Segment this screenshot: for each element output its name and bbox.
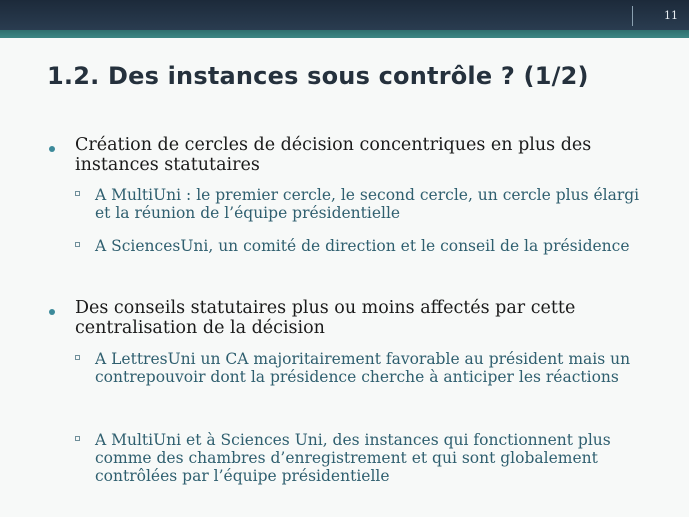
sub-bullet-item: A MultiUni : le premier cercle, le second cercle, un cercle plus élargi et la réunion de l’équipe présidentielle: [95, 186, 640, 222]
bullet-dot-icon: [49, 309, 55, 315]
sub-bullet-square-icon: [75, 355, 80, 360]
sub-bullet-item: A LettresUni un CA majoritairement favorable au président mais un contrepouvoir dont la présidence cherche à anticiper les réactions: [95, 350, 631, 386]
bullet-item: Des conseils statutaires plus ou moins affectés par cette centralisation de la décision: [75, 298, 576, 338]
slide-page-number: 11: [632, 6, 682, 26]
sub-bullet-item: A MultiUni et à Sciences Uni, des instances qui fonctionnent plus comme des chambres d’enregistrement et qui sont globalement contrôlées par l’équipe présidentielle: [95, 431, 611, 485]
sub-bullet-square-icon: [75, 242, 80, 247]
sub-bullet-item: A SciencesUni, un comité de direction et le conseil de la présidence: [95, 237, 630, 255]
sub-bullet-square-icon: [75, 191, 80, 196]
header-accent-bar: [0, 30, 689, 38]
bullet-dot-icon: [49, 146, 55, 152]
sub-bullet-square-icon: [75, 436, 80, 441]
slide-title: 1.2. Des instances sous contrôle ? (1/2): [47, 62, 589, 90]
bullet-item: Création de cercles de décision concentriques en plus des instances statutaires: [75, 135, 592, 175]
top-header-band: [0, 0, 689, 30]
